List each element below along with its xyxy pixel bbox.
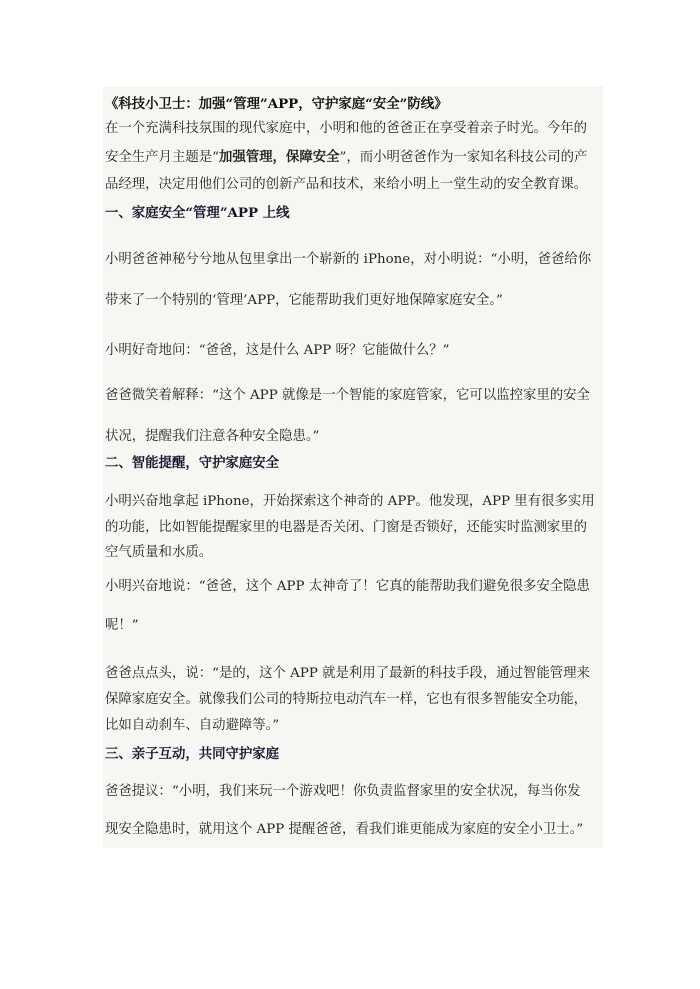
s2-paragraph-1-line-2: 的功能，比如智能提醒家里的电器是否关闭、门窗是否锁好，还能实时监测家里的 [105,520,588,535]
s2-paragraph-2-line-1: 小明兴奋地说：“爸爸，这个 APP 太神奇了！它真的能帮助我们避免很多安全隐患 [105,579,590,594]
s1-paragraph-3-line-2: 状况，提醒我们注意各种安全隐患。” [105,429,320,444]
document-title: 《科技小卫士：加强“管理”APP，守护家庭“安全”防线》 [105,96,448,112]
intro-line-2-start: 安全生产月主题是“ [105,150,219,165]
s1-paragraph-3-line-1: 爸爸微笑着解释：“这个 APP 就像是一个智能的家庭管家，它可以监控家里的安全 [105,388,590,403]
section-1-heading: 一、家庭安全“管理”APP 上线 [105,205,290,221]
intro-line-3: 品经理，决定用他们公司的创新产品和技术，来给小明上一堂生动的安全教育课。 [105,177,588,192]
s2-paragraph-3-line-1: 爸爸点点头，说：“是的，这个 APP 就是利用了最新的科技手段，通过智能管理来 [105,666,590,681]
s3-paragraph-1-line-2: 现安全隐患时，就用这个 APP 提醒爸爸，看我们谁更能成为家庭的安全小卫士。” [105,822,584,837]
intro-line-1: 在一个充满科技氛围的现代家庭中，小明和他的爸爸正在享受着亲子时光。今年的 [105,121,588,136]
s3-paragraph-1-line-1: 爸爸提议：“小明，我们来玩一个游戏吧！你负责监督家里的安全状况，每当你发 [105,784,581,799]
section-2-heading: 二、智能提醒，守护家庭安全 [105,455,280,471]
s1-paragraph-1-line-1: 小明爸爸神秘兮兮地从包里拿出一个崭新的 iPhone，对小明说：“小明，爸爸给你 [105,252,592,267]
s2-paragraph-3-line-3: 比如自动刹车、自动避障等。” [105,718,280,733]
section-3-heading: 三、亲子互动，共同守护家庭 [105,746,280,762]
intro-theme-bold: 加强管理，保障安全 [218,149,340,165]
s2-paragraph-3-line-2: 保障家庭安全。就像我们公司的特斯拉电动汽车一样，它也有很多智能安全功能， [105,692,588,707]
s2-paragraph-2-line-2: 呢！” [105,618,139,633]
intro-line-2-end: ”，而小明爸爸作为一家知名科技公司的产 [339,150,588,165]
s2-paragraph-1-line-3: 空气质量和水质。 [105,545,213,560]
intro-line-2 [105,144,600,171]
s1-paragraph-1-line-2: 带来了一个特别的‘管理’APP，它能帮助我们更好地保障家庭安全。” [105,293,503,308]
s2-paragraph-1-line-1: 小明兴奋地拿起 iPhone，开始探索这个神奇的 APP。他发现，APP 里有很多实用 [105,494,595,509]
s1-paragraph-2-line-1: 小明好奇地问：“爸爸，这是什么 APP 呀？它能做什么？” [105,343,450,358]
